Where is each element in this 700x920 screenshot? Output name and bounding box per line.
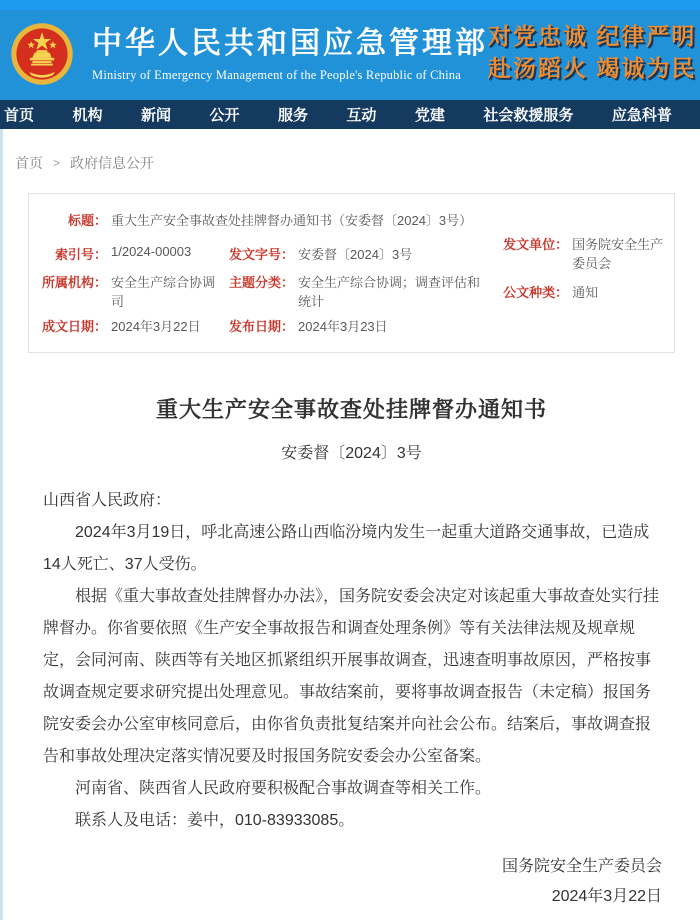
site-title-block — [92, 28, 488, 83]
metadata-value-issuing-unit: 国务院安全生产委员会 — [572, 237, 664, 271]
metadata-row-4 — [29, 310, 674, 340]
main-nav — [0, 100, 700, 129]
signature-unit: 国务院安全生产委员会 — [501, 858, 662, 875]
signature-block — [3, 852, 662, 912]
metadata-label-index-no: 索引号： — [54, 246, 107, 262]
breadcrumb-current[interactable]: 政府信息公开 — [70, 155, 155, 171]
metadata-label-written-date: 成文日期： — [41, 318, 107, 334]
breadcrumb-home[interactable]: 首页 — [15, 155, 43, 171]
china-national-emblem-icon — [10, 22, 74, 86]
document-paragraph-1: 2024年3月19日，呼北高速公路山西临汾境内发生一起重大道路交通事故，已造成14人死亡、37人受伤。 — [43, 524, 650, 573]
site-header — [0, 0, 700, 100]
document-paragraph-3: 河南省、陕西省人民政府要积极配合事故调查等相关工作。 — [75, 780, 492, 797]
nav-item-science[interactable]: 应急科普 — [611, 107, 672, 124]
document-title: 重大生产安全事故查处挂牌督办通知书 — [155, 397, 547, 422]
metadata-value-written-date: 2024年3月22日 — [111, 318, 201, 334]
nav-item-services[interactable]: 服务 — [277, 107, 308, 124]
page-content — [0, 129, 700, 920]
metadata-value-index-no: 1/2024-00003 — [111, 243, 192, 259]
metadata-row-3 — [29, 272, 674, 310]
document-paragraph-4: 联系人及电话：姜中，010-83933085。 — [75, 812, 355, 829]
document-salutation: 山西省人民政府： — [43, 492, 172, 509]
nav-item-disclosure[interactable]: 公开 — [209, 107, 240, 124]
nav-item-interaction[interactable]: 互动 — [346, 107, 377, 124]
metadata-label-doc-type: 公文种类： — [503, 284, 569, 300]
slogan-line-2: 赴汤蹈火 竭诚为民 — [488, 55, 697, 81]
metadata-label-publish-date: 发布日期： — [229, 318, 295, 334]
nav-item-home[interactable]: 首页 — [4, 107, 35, 124]
metadata-row-2 — [29, 234, 674, 272]
site-title-cn: 中华人民共和国应急管理部 — [92, 26, 488, 60]
metadata-value-doc-type: 通知 — [572, 284, 599, 300]
breadcrumb — [3, 129, 700, 173]
slogan-line-1: 对党忠诚 纪律严明 — [488, 23, 697, 49]
nav-item-news[interactable]: 新闻 — [140, 107, 171, 124]
metadata-value-publish-date: 2024年3月23日 — [298, 318, 388, 334]
metadata-label-doc-no: 发文字号： — [229, 246, 295, 262]
site-title-en: Ministry of Emergency Management of the People's Republic of China — [92, 67, 461, 82]
signature-date: 2024年3月22日 — [551, 888, 662, 905]
document-body — [43, 485, 660, 837]
nav-item-party[interactable]: 党建 — [414, 107, 445, 124]
metadata-label-department: 所属机构： — [41, 275, 107, 290]
breadcrumb-separator-icon: > — [53, 156, 61, 170]
nav-item-social-rescue[interactable]: 社会救援服务 — [483, 107, 574, 124]
document-number: 安委督〔2024〕3号 — [281, 445, 422, 462]
metadata-label-issuing-unit: 发文单位： — [503, 237, 569, 252]
metadata-value-topic-category: 安全生产综合协调；调查评估和统计 — [298, 275, 481, 309]
document-metadata-box — [28, 193, 675, 353]
nav-item-org[interactable]: 机构 — [72, 107, 103, 124]
metadata-label-title: 标题： — [67, 212, 107, 228]
metadata-label-topic-category: 主题分类： — [229, 275, 295, 290]
metadata-value-department: 安全生产综合协调司 — [111, 275, 216, 309]
metadata-row-title — [29, 204, 674, 234]
metadata-value-title: 重大生产安全事故查处挂牌督办通知书（安委督〔2024〕3号） — [111, 212, 473, 228]
slogan-banner — [488, 20, 700, 84]
document-paragraph-2: 根据《重大事故查处挂牌督办办法》，国务院安委会决定对该起重大事故查处实行挂牌督办。你省要依照《生产安全事故报告和调查处理条例》等有关法律法规及规章规定，会同河南、陕西等有关地区抓紧组织开展事故调查，迅速查明事故原因，严格按事故调查规定要求研究提出处理意见。事故结案前，要将事故调查报告（未定稿）报国务院安委会办公室审核同意后，由你省负责批复结案并向社会公布。结案后，事故调查报告和事故处理决定落实情况要及时报国务院安委会办公室备案。 — [43, 588, 660, 765]
metadata-value-doc-no: 安委督〔2024〕3号 — [298, 246, 413, 262]
